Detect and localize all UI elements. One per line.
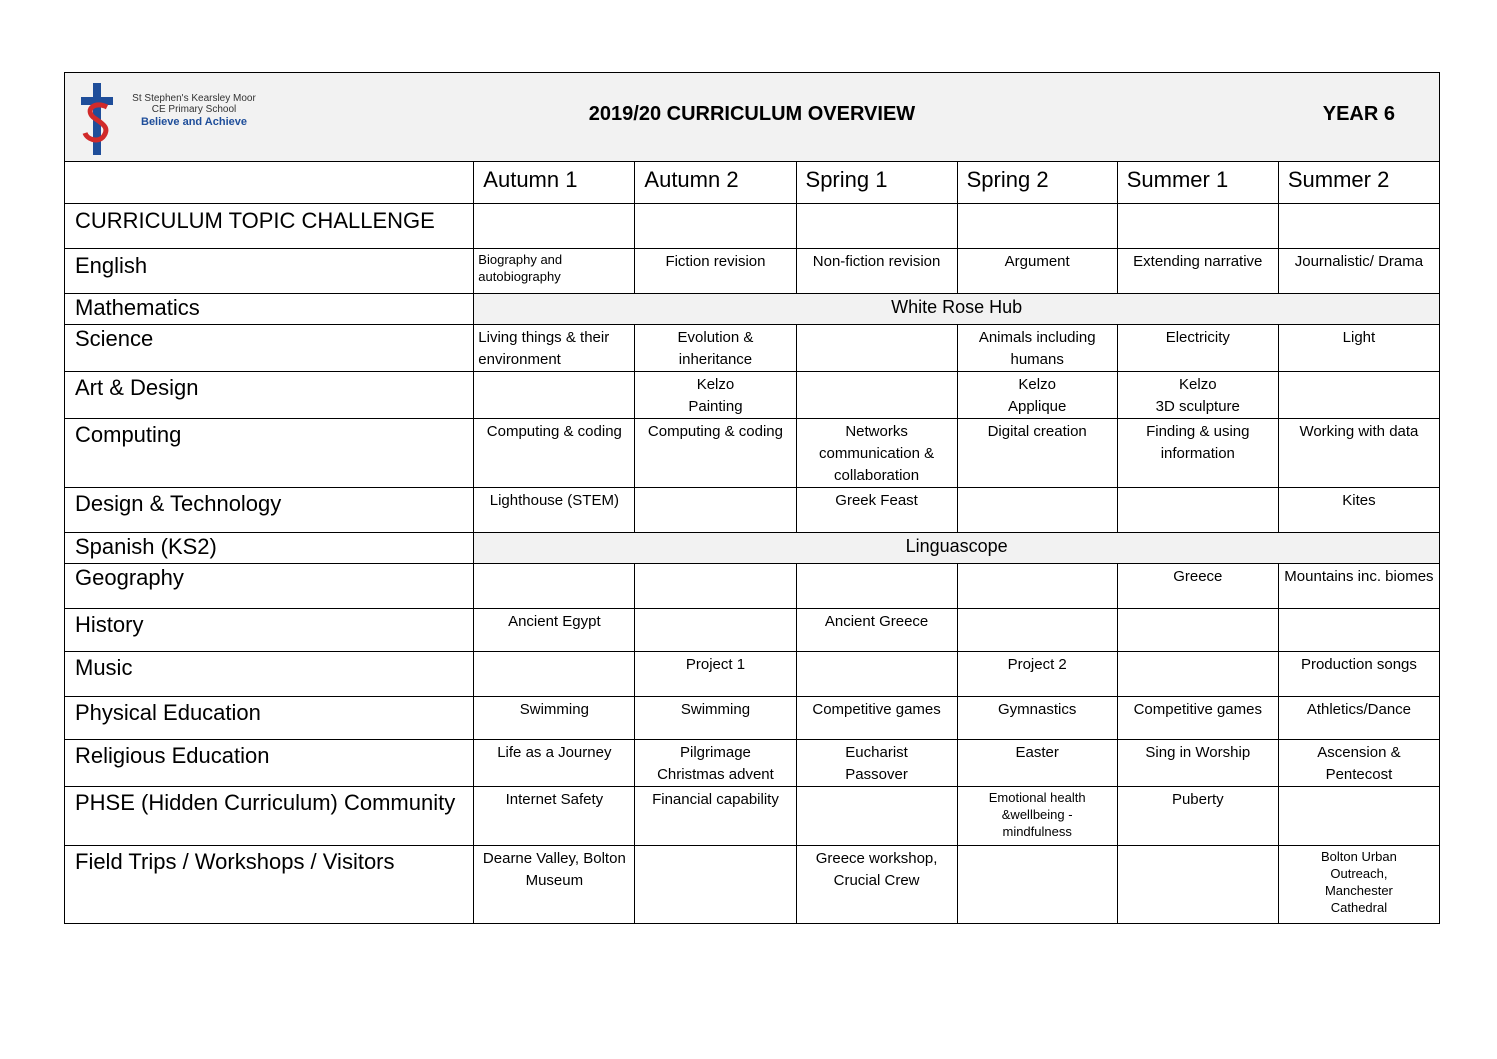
topic-cell: Eucharist Passover bbox=[796, 740, 957, 787]
table-row bbox=[65, 740, 1440, 787]
table-row bbox=[65, 564, 1440, 609]
topic-cell: Electricity bbox=[1117, 325, 1278, 372]
topic-cell bbox=[957, 609, 1117, 652]
table-row bbox=[65, 294, 1440, 325]
topic-cell bbox=[957, 488, 1117, 533]
spanning-topic-cell: White Rose Hub bbox=[474, 294, 1440, 325]
topic-cell: Living things & their environment bbox=[474, 325, 635, 372]
term-header: Autumn 2 bbox=[635, 162, 796, 204]
topic-cell: Mountains inc. biomes bbox=[1278, 564, 1439, 609]
term-header: Spring 2 bbox=[957, 162, 1117, 204]
topic-cell bbox=[1117, 609, 1278, 652]
topic-cell bbox=[474, 204, 635, 249]
topic-cell: Digital creation bbox=[957, 419, 1117, 488]
topic-cell bbox=[635, 609, 796, 652]
topic-cell bbox=[474, 564, 635, 609]
topic-cell: Greece workshop, Crucial Crew bbox=[796, 846, 957, 924]
topic-cell bbox=[474, 652, 635, 697]
topic-cell: Swimming bbox=[474, 697, 635, 740]
table-row bbox=[65, 419, 1440, 488]
school-name-line2: CE Primary School bbox=[151, 104, 237, 115]
topic-cell: Non-fiction revision bbox=[796, 249, 957, 294]
topic-cell: Kelzo 3D sculpture bbox=[1117, 372, 1278, 419]
header-bar bbox=[64, 72, 1440, 161]
spanning-topic-cell: Linguascope bbox=[474, 533, 1440, 564]
term-header: Autumn 1 bbox=[474, 162, 635, 204]
curriculum-table bbox=[64, 161, 1440, 924]
topic-cell bbox=[796, 564, 957, 609]
term-header-row bbox=[65, 162, 1440, 204]
subject-label: Spanish (KS2) bbox=[65, 533, 474, 564]
subject-label: History bbox=[65, 609, 474, 652]
subject-label: Design & Technology bbox=[65, 488, 474, 533]
topic-cell bbox=[1117, 204, 1278, 249]
term-header: Spring 1 bbox=[796, 162, 957, 204]
subject-label: English bbox=[65, 249, 474, 294]
topic-cell: Emotional health &wellbeing - mindfulness bbox=[957, 787, 1117, 846]
topic-cell bbox=[1278, 609, 1439, 652]
topic-cell: Greece bbox=[1117, 564, 1278, 609]
topic-cell: Extending narrative bbox=[1117, 249, 1278, 294]
topic-cell: Light bbox=[1278, 325, 1439, 372]
topic-cell bbox=[796, 372, 957, 419]
topic-cell: Bolton Urban Outreach, Manchester Cathedral bbox=[1278, 846, 1439, 924]
topic-cell: Working with data bbox=[1278, 419, 1439, 488]
subject-label: Field Trips / Workshops / Visitors bbox=[65, 846, 474, 924]
topic-cell: Kelzo Painting bbox=[635, 372, 796, 419]
topic-cell: Financial capability bbox=[635, 787, 796, 846]
subject-label: Mathematics bbox=[65, 294, 474, 325]
topic-cell bbox=[796, 325, 957, 372]
topic-cell bbox=[1278, 787, 1439, 846]
topic-cell: Kites bbox=[1278, 488, 1439, 533]
topic-cell: Networks communication & collaboration bbox=[796, 419, 957, 488]
topic-cell bbox=[1117, 652, 1278, 697]
table-row bbox=[65, 249, 1440, 294]
year-label: YEAR 6 bbox=[1322, 103, 1395, 125]
table-row bbox=[65, 372, 1440, 419]
topic-cell: Greek Feast bbox=[796, 488, 957, 533]
topic-cell: Internet Safety bbox=[474, 787, 635, 846]
topic-cell: Computing & coding bbox=[474, 419, 635, 488]
table-row bbox=[65, 204, 1440, 249]
topic-cell bbox=[957, 204, 1117, 249]
term-header: Summer 2 bbox=[1278, 162, 1439, 204]
subject-label: Religious Education bbox=[65, 740, 474, 787]
topic-cell: Journalistic/ Drama bbox=[1278, 249, 1439, 294]
term-header: Summer 1 bbox=[1117, 162, 1278, 204]
topic-cell bbox=[796, 787, 957, 846]
topic-cell: Finding & using information bbox=[1117, 419, 1278, 488]
topic-cell: Easter bbox=[957, 740, 1117, 787]
topic-cell: Puberty bbox=[1117, 787, 1278, 846]
topic-cell: Lighthouse (STEM) bbox=[474, 488, 635, 533]
table-row bbox=[65, 787, 1440, 846]
topic-cell: Argument bbox=[957, 249, 1117, 294]
subject-label: Science bbox=[65, 325, 474, 372]
corner-cell bbox=[65, 162, 474, 204]
topic-cell bbox=[796, 652, 957, 697]
table-row bbox=[65, 533, 1440, 564]
topic-cell bbox=[635, 564, 796, 609]
subject-label: PHSE (Hidden Curriculum) Community bbox=[65, 787, 474, 846]
curriculum-sheet bbox=[64, 72, 1440, 924]
table-row bbox=[65, 697, 1440, 740]
topic-cell: Competitive games bbox=[796, 697, 957, 740]
topic-cell: Animals including humans bbox=[957, 325, 1117, 372]
topic-cell: Computing & coding bbox=[635, 419, 796, 488]
topic-cell bbox=[1278, 204, 1439, 249]
topic-cell bbox=[474, 372, 635, 419]
topic-cell: Swimming bbox=[635, 697, 796, 740]
topic-cell bbox=[796, 204, 957, 249]
topic-cell: Kelzo Applique bbox=[957, 372, 1117, 419]
topic-cell: Gymnastics bbox=[957, 697, 1117, 740]
subject-label: Art & Design bbox=[65, 372, 474, 419]
table-row bbox=[65, 609, 1440, 652]
topic-cell: Competitive games bbox=[1117, 697, 1278, 740]
topic-cell: Project 1 bbox=[635, 652, 796, 697]
subject-label: Geography bbox=[65, 564, 474, 609]
topic-cell bbox=[957, 846, 1117, 924]
page-title: 2019/20 CURRICULUM OVERVIEW bbox=[588, 103, 916, 125]
topic-cell: Ancient Greece bbox=[796, 609, 957, 652]
topic-cell: Dearne Valley, Bolton Museum bbox=[474, 846, 635, 924]
topic-cell: Ascension & Pentecost bbox=[1278, 740, 1439, 787]
topic-cell: Life as a Journey bbox=[474, 740, 635, 787]
topic-cell: Pilgrimage Christmas advent bbox=[635, 740, 796, 787]
subject-label: CURRICULUM TOPIC CHALLENGE bbox=[65, 204, 474, 249]
topic-cell: Project 2 bbox=[957, 652, 1117, 697]
table-row bbox=[65, 325, 1440, 372]
topic-cell: Athletics/Dance bbox=[1278, 697, 1439, 740]
topic-cell: Production songs bbox=[1278, 652, 1439, 697]
school-name-line1: St Stephen's Kearsley Moor bbox=[132, 93, 256, 104]
topic-cell bbox=[957, 564, 1117, 609]
table-row bbox=[65, 846, 1440, 924]
topic-cell: Fiction revision bbox=[635, 249, 796, 294]
topic-cell: Biography and autobiography bbox=[474, 249, 635, 294]
table-row bbox=[65, 652, 1440, 697]
topic-cell: Sing in Worship bbox=[1117, 740, 1278, 787]
topic-cell: Ancient Egypt bbox=[474, 609, 635, 652]
subject-label: Music bbox=[65, 652, 474, 697]
subject-label: Physical Education bbox=[65, 697, 474, 740]
topic-cell bbox=[1117, 488, 1278, 533]
topic-cell: Evolution & inheritance bbox=[635, 325, 796, 372]
topic-cell bbox=[635, 488, 796, 533]
topic-cell bbox=[635, 204, 796, 249]
subject-label: Computing bbox=[65, 419, 474, 488]
topic-cell bbox=[1117, 846, 1278, 924]
table-row bbox=[65, 488, 1440, 533]
topic-cell bbox=[1278, 372, 1439, 419]
topic-cell bbox=[635, 846, 796, 924]
school-motto: Believe and Achieve bbox=[141, 116, 247, 128]
